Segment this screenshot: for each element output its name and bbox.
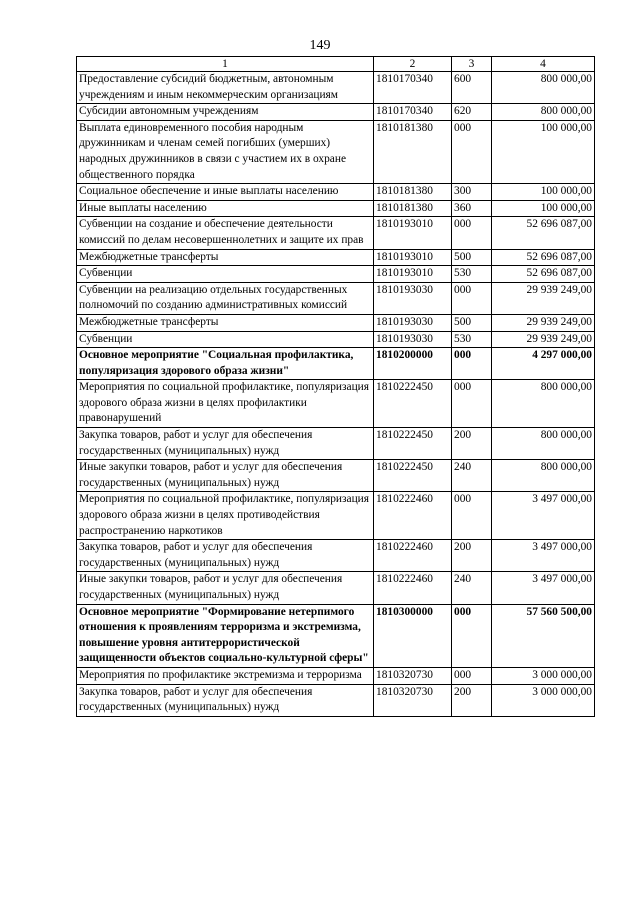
row-amount-cell: 800 000,00 <box>492 380 595 428</box>
row-name-cell: Мероприятия по социальной профилактике, популяризация здорового образа жизни в целях профилактики правонарушений <box>77 380 374 428</box>
row-code-cell: 1810222460 <box>374 540 452 572</box>
row-type-cell: 530 <box>452 266 492 283</box>
row-name-cell: Предоставление субсидий бюджетным, автономным учреждениям и иным некоммерческим организациям <box>77 72 374 104</box>
table-row <box>77 184 595 201</box>
row-code-cell: 1810193010 <box>374 266 452 283</box>
row-amount-cell: 57 560 500,00 <box>492 604 595 667</box>
table-row <box>77 604 595 667</box>
row-amount-cell: 4 297 000,00 <box>492 348 595 380</box>
row-name-cell: Межбюджетные трансферты <box>77 249 374 266</box>
row-amount-cell: 3 497 000,00 <box>492 492 595 540</box>
header-row <box>77 57 595 72</box>
page-number: 149 <box>309 38 331 53</box>
row-type-cell: 000 <box>452 380 492 428</box>
row-type-cell: 240 <box>452 572 492 604</box>
row-code-cell: 1810181380 <box>374 120 452 183</box>
row-name-cell: Закупка товаров, работ и услуг для обеспечения государственных (муниципальных) нужд <box>77 540 374 572</box>
table-row <box>77 249 595 266</box>
row-type-cell: 600 <box>452 72 492 104</box>
row-amount-cell: 800 000,00 <box>492 428 595 460</box>
table-row <box>77 540 595 572</box>
row-name-cell: Основное мероприятие "Формирование нетерпимого отношения к проявлениям терроризма и экстремизма, повышение уровня антитеррористической защищенности объектов социально-культурной сферы" <box>77 604 374 667</box>
row-code-cell: 1810222450 <box>374 428 452 460</box>
row-type-cell: 000 <box>452 604 492 667</box>
row-name-cell: Субвенции <box>77 331 374 348</box>
row-type-cell: 240 <box>452 460 492 492</box>
row-amount-cell: 100 000,00 <box>492 120 595 183</box>
column-header-4: 4 <box>492 57 595 72</box>
table-row <box>77 282 595 314</box>
row-amount-cell: 800 000,00 <box>492 104 595 121</box>
row-code-cell: 1810300000 <box>374 604 452 667</box>
row-type-cell: 200 <box>452 540 492 572</box>
table-row <box>77 348 595 380</box>
row-type-cell: 000 <box>452 348 492 380</box>
row-code-cell: 1810170340 <box>374 72 452 104</box>
row-type-cell: 360 <box>452 200 492 217</box>
column-header-3: 3 <box>452 57 492 72</box>
row-name-cell: Субсидии автономным учреждениям <box>77 104 374 121</box>
row-amount-cell: 52 696 087,00 <box>492 266 595 283</box>
row-name-cell: Иные закупки товаров, работ и услуг для обеспечения государственных (муниципальных) нужд <box>77 572 374 604</box>
row-type-cell: 000 <box>452 217 492 249</box>
row-amount-cell: 100 000,00 <box>492 184 595 201</box>
row-amount-cell: 29 939 249,00 <box>492 282 595 314</box>
table-row <box>77 314 595 331</box>
table-row <box>77 460 595 492</box>
row-type-cell: 300 <box>452 184 492 201</box>
row-name-cell: Выплата единовременного пособия народным дружинникам и членам семей погибших (умерших) народных дружинников в связи с участием их в охране общественного порядка <box>77 120 374 183</box>
row-code-cell: 1810193030 <box>374 331 452 348</box>
column-header-2: 2 <box>374 57 452 72</box>
row-name-cell: Мероприятия по профилактике экстремизма и терроризма <box>77 667 374 684</box>
table-row <box>77 72 595 104</box>
row-name-cell: Субвенции <box>77 266 374 283</box>
row-amount-cell: 800 000,00 <box>492 72 595 104</box>
row-type-cell: 500 <box>452 249 492 266</box>
row-code-cell: 1810222460 <box>374 492 452 540</box>
row-code-cell: 1810222460 <box>374 572 452 604</box>
table-row <box>77 120 595 183</box>
row-amount-cell: 29 939 249,00 <box>492 331 595 348</box>
row-code-cell: 1810200000 <box>374 348 452 380</box>
row-name-cell: Межбюджетные трансферты <box>77 314 374 331</box>
table-row <box>77 492 595 540</box>
row-name-cell: Закупка товаров, работ и услуг для обеспечения государственных (муниципальных) нужд <box>77 428 374 460</box>
row-type-cell: 620 <box>452 104 492 121</box>
table-row <box>77 104 595 121</box>
row-name-cell: Иные выплаты населению <box>77 200 374 217</box>
row-name-cell: Субвенции на реализацию отдельных государственных полномочий по созданию административных комиссий <box>77 282 374 314</box>
row-code-cell: 1810193010 <box>374 249 452 266</box>
row-amount-cell: 52 696 087,00 <box>492 249 595 266</box>
table-row <box>77 572 595 604</box>
row-code-cell: 1810181380 <box>374 200 452 217</box>
row-amount-cell: 100 000,00 <box>492 200 595 217</box>
table-row <box>77 331 595 348</box>
table-row <box>77 266 595 283</box>
row-name-cell: Социальное обеспечение и иные выплаты населению <box>77 184 374 201</box>
row-type-cell: 000 <box>452 120 492 183</box>
row-type-cell: 000 <box>452 282 492 314</box>
row-amount-cell: 3 497 000,00 <box>492 540 595 572</box>
row-name-cell: Мероприятия по социальной профилактике, популяризация здорового образа жизни в целях противодействия распространению наркотиков <box>77 492 374 540</box>
row-type-cell: 200 <box>452 684 492 716</box>
row-name-cell: Субвенции на создание и обеспечение деятельности комиссий по делам несовершеннолетних и защите их прав <box>77 217 374 249</box>
row-amount-cell: 3 000 000,00 <box>492 667 595 684</box>
column-header-1: 1 <box>77 57 374 72</box>
table-row <box>77 428 595 460</box>
row-type-cell: 000 <box>452 667 492 684</box>
table-row <box>77 667 595 684</box>
row-code-cell: 1810193030 <box>374 282 452 314</box>
table-row <box>77 380 595 428</box>
row-type-cell: 530 <box>452 331 492 348</box>
budget-table <box>76 56 595 717</box>
table-row <box>77 200 595 217</box>
row-amount-cell: 52 696 087,00 <box>492 217 595 249</box>
row-name-cell: Закупка товаров, работ и услуг для обеспечения государственных (муниципальных) нужд <box>77 684 374 716</box>
row-name-cell: Иные закупки товаров, работ и услуг для обеспечения государственных (муниципальных) нужд <box>77 460 374 492</box>
row-type-cell: 200 <box>452 428 492 460</box>
table-row <box>77 684 595 716</box>
row-amount-cell: 800 000,00 <box>492 460 595 492</box>
row-amount-cell: 3 000 000,00 <box>492 684 595 716</box>
row-code-cell: 1810193030 <box>374 314 452 331</box>
row-code-cell: 1810170340 <box>374 104 452 121</box>
row-code-cell: 1810222450 <box>374 380 452 428</box>
row-code-cell: 1810320730 <box>374 667 452 684</box>
row-type-cell: 000 <box>452 492 492 540</box>
row-amount-cell: 29 939 249,00 <box>492 314 595 331</box>
row-name-cell: Основное мероприятие "Социальная профилактика, популяризация здорового образа жизни" <box>77 348 374 380</box>
table-row <box>77 217 595 249</box>
table-body <box>77 72 595 717</box>
row-code-cell: 1810181380 <box>374 184 452 201</box>
row-type-cell: 500 <box>452 314 492 331</box>
row-code-cell: 1810222450 <box>374 460 452 492</box>
row-code-cell: 1810320730 <box>374 684 452 716</box>
row-amount-cell: 3 497 000,00 <box>492 572 595 604</box>
row-code-cell: 1810193010 <box>374 217 452 249</box>
